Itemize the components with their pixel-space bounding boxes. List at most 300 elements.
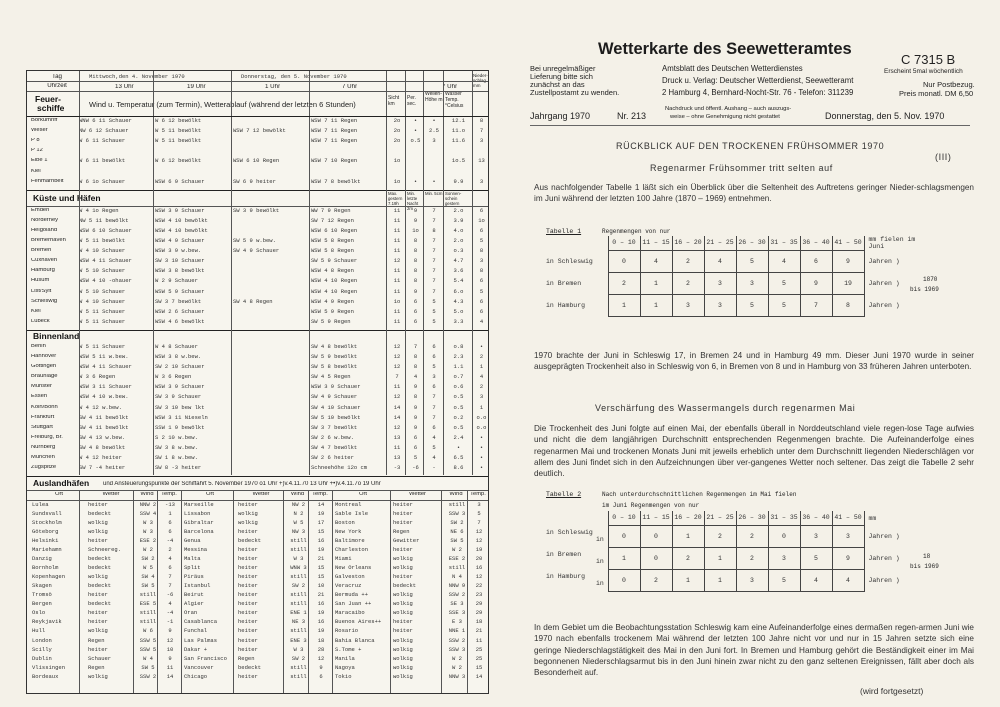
ausland-cell: heiter <box>88 646 108 652</box>
binnen-cell: 3 <box>432 374 436 380</box>
ausland-cell: 25 <box>475 655 483 661</box>
ausland-cell: W 2 <box>143 547 153 553</box>
feuerschiff-cell: o.5 <box>410 138 421 144</box>
kueste-cell: WSW 5 9 Schauer <box>155 288 205 294</box>
table2-caption-2: im Juni Regenmengen von nur <box>602 502 700 509</box>
ausland-cell: heiter <box>238 574 258 580</box>
kueste-cell: 9 <box>413 217 418 224</box>
ausland-cell: still <box>448 565 466 571</box>
binnen-cell: WSW 3 11 Nieseln <box>155 414 208 421</box>
ausland-cell: SW 5 <box>141 664 155 671</box>
t2-cell: 1 <box>704 547 736 569</box>
ausland-cell: Montreal <box>335 501 362 508</box>
ausland-cell: bedeckt <box>88 510 112 517</box>
kueste-cell: W 5 10 Schauer <box>79 288 126 294</box>
t2-header-row <box>546 511 934 525</box>
ausland-cell: wolkig <box>393 655 413 661</box>
kueste-hdr: Min. 5cm <box>425 190 443 196</box>
binnen-cell: 11 <box>393 444 401 451</box>
ausland-cell: still <box>290 592 307 598</box>
ausland-cell: 14 <box>166 673 174 680</box>
binnen-cell: 2 <box>479 354 484 360</box>
feuerschiff-cell: 12.1 <box>451 118 466 124</box>
official: Amtsblatt des Deutschen Wetterdienstes <box>662 64 803 73</box>
feuerschiff-cell: 7 <box>479 128 484 134</box>
ausland-cell: 25 <box>475 646 483 652</box>
column-line <box>233 490 234 693</box>
ausland-cell: NNW 2 <box>139 501 157 508</box>
kueste-cell: SW 5 9 w.bew. <box>233 238 276 244</box>
binnen-cell: Köln/Bonn <box>31 404 58 410</box>
kueste-hdr: Max. gestern 7.19h <box>388 190 403 206</box>
binnen-cell: SW 4 11 bewölkt <box>79 424 129 431</box>
article-heading: RÜCKBLICK AUF DEN TROCKENEN FRÜHSOMMER 1970 <box>616 141 885 151</box>
binnen-cell: 9 <box>413 424 418 431</box>
t2-cell: 4 <box>832 569 864 591</box>
t2-cell: 1 <box>608 547 640 569</box>
binnen-cell: Hannover <box>31 354 57 359</box>
ausland-cell: ESE 2 <box>139 537 157 544</box>
ausland-cell: heiter <box>238 673 258 680</box>
binnen-cell: WSW 3 8 w.bew. <box>155 354 202 360</box>
ausland-cell: SW 2 <box>450 519 464 526</box>
ausland-cell: still <box>139 619 157 625</box>
ausland-col-header: Ort <box>205 492 215 498</box>
binnen-cell: W 4 8 Schauer <box>155 343 198 350</box>
row-divider <box>27 490 488 491</box>
ausland-cell: heiter <box>238 565 258 571</box>
t2-col-header: 41 – 50 <box>832 511 864 525</box>
binnen-cell: 7 <box>432 404 436 410</box>
ausland-cell: 12 <box>317 655 325 661</box>
feuerschiff-cell: W 6 12 bewölkt <box>155 118 202 124</box>
kueste-cell: Emden <box>31 207 50 213</box>
ausland-cell: still <box>448 501 466 508</box>
ausland-cell: London <box>32 637 52 643</box>
ausland-cell: Boston <box>335 519 355 526</box>
ausland-cell: heiter <box>393 619 413 625</box>
kueste-cell: Kiel <box>31 308 41 314</box>
binnen-cell: 9 <box>413 404 418 410</box>
feuerschiff-cell: 3 <box>479 178 484 185</box>
t1-cell: 1 <box>640 294 672 316</box>
time-19: 19 Uhr <box>187 84 206 90</box>
binnen-cell: • <box>456 444 461 451</box>
binnen-cell: o.5 <box>453 404 464 410</box>
kueste-cell: 11 <box>393 318 401 325</box>
kueste-cell: WSW 3 9 Schauer <box>155 207 205 214</box>
binnen-cell: 8 <box>413 354 418 360</box>
feuerschiff-cell: 1o <box>393 178 401 185</box>
column-line <box>157 490 158 693</box>
binnen-cell: -6 <box>412 465 419 471</box>
kueste-cell: 7 <box>432 238 436 244</box>
ausland-cell: W 3 <box>143 528 153 535</box>
ausland-cell: SW 2 <box>291 655 306 661</box>
ausland-cell: ENE 1 <box>290 610 307 616</box>
kueste-cell: 5.o <box>453 308 464 315</box>
paragraph-4: In dem Gebiet um die Beobachtungsstation Schleswig kam eine Aufeinanderfolge eines dermaßen regen-armen Juni wie 1970 nach ebenfalls trockenem Mai während der letzten 100 Jahre nicht vor und nur in 15 Jahren setzte sich eine geringe Niederschlagstätigkeit des Mai in den Juni fort. In Bremen und Hamburg gehört die Beständigkeit einer im Mai begonnenen Niederschlagsarmut bis in den Juni hinein zwar nicht zu den ganz seltenen Ereignissen, fällt aber doch als Besonderheit auf. <box>534 623 974 678</box>
binnen-cell: Berlin <box>31 343 46 349</box>
t2-row <box>546 525 934 547</box>
ausland-cell: Helsinki <box>32 537 59 544</box>
feuerschiff-cell: 1o.5 <box>451 158 466 164</box>
column-line <box>153 71 154 475</box>
time-7: 7 Uhr <box>342 84 358 90</box>
ausland-cell: 11 <box>475 637 483 643</box>
feuerschiff-cell: • <box>432 118 436 124</box>
t2-cell: 2 <box>736 547 768 569</box>
t1-col-header: 26 – 30 <box>736 236 768 250</box>
t1-header-row <box>546 236 934 250</box>
column-line <box>308 490 309 693</box>
ausland-cell: Split <box>184 565 201 571</box>
ausland-cell: wolkig <box>393 664 413 671</box>
kueste-cell: 4.3 <box>453 298 464 305</box>
ausland-cell: Stockholm <box>32 519 62 526</box>
ausland-cell: Veracruz <box>335 583 362 589</box>
kueste-cell: W 4 1o Regen <box>79 207 119 214</box>
binnen-cell: 6 <box>413 434 418 441</box>
ausland-col-header: Wetter <box>409 492 426 498</box>
ausland-cell: SE 3 <box>450 601 464 607</box>
feuerschiff-cell: WSW 7 8 bewölkt <box>311 178 361 185</box>
ausland-cell: 12 <box>166 637 174 643</box>
t1-cell: 2 <box>608 272 640 294</box>
kueste-cell: WSW 4 11 Schauer <box>79 258 132 264</box>
ausland-cell: heiter <box>238 646 258 652</box>
kueste-cell: 8 <box>413 268 418 274</box>
t2-col-header: 11 – 15 <box>640 511 672 525</box>
ausland-col-header: Ort <box>54 492 64 498</box>
ausland-cell: bedeckt <box>238 664 262 671</box>
kueste-cell: 6 <box>413 318 418 325</box>
feuerschiff-cell: Borkumriff <box>31 118 58 123</box>
ausland-col-header: Temp. <box>161 492 177 498</box>
ausland-cell: Barcelona <box>184 528 214 535</box>
kueste-cell: 5 <box>432 298 436 305</box>
t2-unit: Jahren ) <box>868 576 900 584</box>
row-divider <box>27 206 488 207</box>
t1-col-header: 0 – 10 <box>608 236 640 250</box>
continued-note: (wird fortgesetzt) <box>860 686 924 696</box>
ausland-cell: heiter <box>88 501 108 508</box>
per-label: Per. sec. <box>407 95 417 107</box>
ausland-cell: heiter <box>238 501 258 508</box>
t2-cell: 1 <box>672 569 704 591</box>
ausland-cell: SSW 2 <box>448 637 466 643</box>
ausland-cell: SW 2 <box>291 583 306 589</box>
kueste-cell: WSW 4 10 Regen <box>311 288 358 294</box>
ausland-cell: SSW 3 <box>448 646 466 652</box>
kueste-cell: WSW 3 9 w.bew. <box>155 248 202 254</box>
t1-row-label: in Schleswig <box>546 257 593 265</box>
kueste-cell: 11 <box>393 217 401 224</box>
binnen-cell: o.o <box>476 414 487 421</box>
ausland-cell: 20 <box>475 556 483 562</box>
binnen-cell: 2 <box>479 384 484 390</box>
kueste-cell: 9 <box>413 288 418 294</box>
ausland-cell: Algier <box>184 601 204 607</box>
ausland-cell: still <box>139 592 157 598</box>
issue-number: Nr. 213 <box>617 111 647 121</box>
ausland-cell: ESE 5 <box>139 601 157 607</box>
ausland-cell: still <box>290 628 307 634</box>
ausland-cell: heiter <box>393 501 413 508</box>
ausland-cell: N 2 <box>293 510 304 517</box>
ausland-cell: wolkig <box>88 574 108 580</box>
kueste-cell: WSW 3 8 bewölkt <box>155 268 205 274</box>
binnen-cell: o.5 <box>453 394 464 400</box>
ausland-cell: SSE 3 <box>448 610 466 616</box>
notice-4: Zustellpostamt zu wenden. <box>530 88 620 97</box>
ausland-cell: bedeckt <box>393 583 417 589</box>
binnen-cell: SW 2 10 Schauer <box>155 364 205 370</box>
t1-row-label: in Bremen <box>546 279 582 287</box>
kueste-cell: W 2 9 Schauer <box>155 278 198 284</box>
ausland-cell: 18 <box>317 637 325 643</box>
binnen-cell: W 4 12 heiter <box>79 455 122 461</box>
t1-cell: 4 <box>640 250 672 272</box>
binnen-cell: Frankfurt <box>31 414 55 420</box>
feuerschiff-cell: 2o <box>393 118 401 124</box>
binnen-cell: 4 <box>413 374 418 380</box>
column-line <box>332 490 333 693</box>
column-line <box>390 490 391 693</box>
binnen-cell: SW 7 -4 heiter <box>79 465 126 471</box>
ausland-cell: 18 <box>475 619 483 625</box>
feuerschiff-cell: WSW 7 11 Regen <box>311 128 358 134</box>
ausland-cell: ENE 3 <box>290 637 307 643</box>
kueste-cell: 5 <box>479 288 484 294</box>
ausland-cell: SSW 2 <box>448 592 466 598</box>
ausland-cell: Chicago <box>184 673 208 680</box>
kueste-cell: Schleswig <box>31 298 58 304</box>
feuerschiff-cell: WSW 7 12 bewölkt <box>233 128 286 134</box>
ausland-cell: W 5 <box>293 519 304 526</box>
binnen-cell: WSW 4 11 Schauer <box>79 364 132 370</box>
ausland-cell: wolkig <box>393 601 413 607</box>
ausland-cell: SSW 4 <box>139 510 157 517</box>
feuerschiff-cell: WSW 6 9 Schauer <box>155 178 205 185</box>
label-tag: Tag <box>52 74 62 80</box>
feuerschiff-cell: P 12 <box>31 148 43 154</box>
ausland-cell: Mariehamn <box>32 547 62 553</box>
ausland-cell: Oslo <box>32 610 46 616</box>
t1-cell: 5 <box>768 272 800 294</box>
reprint-2: weise – ohne Genehmigung nicht gestattet <box>670 114 780 120</box>
table2-caption-1: Nach unterdurchschnittlichen Regenmengen im Mai fielen <box>602 491 797 498</box>
binnen-cell: S 2 10 w.bew. <box>155 434 198 441</box>
binnen-title: Binnenland <box>33 331 80 341</box>
kueste-cell: 1o <box>478 217 485 224</box>
ausland-cell: 29 <box>475 610 483 616</box>
ausland-cell: Dublin <box>32 655 52 661</box>
binnen-cell: 12 <box>393 424 401 431</box>
kueste-cell: 7 <box>432 248 436 254</box>
ausland-cell: Danzig <box>32 556 52 562</box>
binnen-cell: o.o <box>476 424 487 431</box>
feuerschiff-cell: Elbe 1 <box>31 158 48 164</box>
kueste-cell: 7 <box>432 207 436 214</box>
kueste-cell: 2.o <box>453 238 464 244</box>
binnen-cell: Zugspitze <box>31 465 57 471</box>
t1-cell: 3 <box>704 294 736 316</box>
ausland-cell: heiter <box>238 601 258 607</box>
ausland-cell: 16 <box>317 537 325 544</box>
t1-row <box>546 272 934 294</box>
page-title: Wetterkarte des Seewetteramtes <box>598 40 852 58</box>
column-line <box>386 71 387 475</box>
ausland-cell: 9 <box>168 628 172 634</box>
kueste-cell: WSW 5 8 Regen <box>311 248 354 254</box>
kueste-cell: 7 <box>432 288 436 294</box>
binnen-cell: SW 4 8 bewölkt <box>311 343 358 350</box>
kueste-cell: WSW 5 8 Regen <box>311 238 354 244</box>
ausland-cell: 19 <box>317 628 325 634</box>
feuerschiff-cell: W 6 12 bewölkt <box>155 158 202 164</box>
ausland-cell: Kopenhagen <box>32 574 66 580</box>
kueste-title: Küste und Häfen <box>33 193 101 203</box>
ausland-cell: -4 <box>166 537 174 544</box>
t2-cell: 0 <box>608 569 640 591</box>
ausland-cell: heiter <box>88 537 108 544</box>
ausland-cell: wolkig <box>393 673 413 680</box>
ausland-cell: heiter <box>88 610 108 616</box>
ausland-cell: NW 2 <box>291 501 306 508</box>
ausland-cell: N 4 <box>452 574 462 580</box>
feuerschiff-cell: 11.6 <box>451 138 466 144</box>
paragraph-3: Die Trockenheit des Juni folgte auf einen Mai, der ebenfalls überall in Norddeutschland viele regen-lose Tage aufwies und nicht die dem langjährigen Durchschnitt entsprechenden Regenmengen brachte. Die Aufeinanderfolge eines regenarmen Mai und trockenen Monats Juni mit jeweils erheblich unter dem Durchschnitt liegenden Niederschlägen vor allem des Juni findet sich in den Aufzeichnungen über ver-gangenes Wetter noch seltener. Das zeigt die Tabelle 2 sehr deutlich. <box>534 424 974 479</box>
binnen-cell: 1 <box>479 404 484 410</box>
ausland-cell: wolkig <box>88 673 108 680</box>
binnen-cell: SW 3 10 bew lkt <box>155 404 205 410</box>
kueste-cell: 5 <box>432 318 436 325</box>
kueste-cell: W 4 10 Schauer <box>79 298 126 305</box>
table1-label: Tabelle 1 <box>546 228 582 235</box>
t2-col-header: 26 – 30 <box>736 511 768 525</box>
kueste-cell: 8 <box>413 248 418 254</box>
ausland-cell: -1 <box>166 619 174 625</box>
ausland-cell: wolkig <box>393 646 413 652</box>
ausland-col-header: Wind <box>140 492 154 498</box>
ausland-cell: W 2 <box>452 664 462 671</box>
kueste-cell: 11 <box>393 288 401 294</box>
kueste-cell: 11 <box>393 207 401 214</box>
kueste-cell: Hamburg <box>31 268 55 274</box>
kueste-cell: 8 <box>479 268 484 274</box>
ausland-cell: 3 <box>477 501 481 508</box>
binnen-cell: Stuttgart <box>31 424 53 430</box>
ausland-col-header: Wetter <box>252 492 270 498</box>
kueste-cell: 7 <box>432 268 436 274</box>
ausland-cell: S.Tome + <box>335 646 362 652</box>
ausland-cell: Bergen <box>32 601 52 607</box>
ausland-cell: 15 <box>317 574 325 580</box>
ausland-cell: 1 <box>168 510 172 517</box>
feuerschiff-cell: SW 6 9 heiter <box>233 178 276 185</box>
ausland-cell: heiter <box>238 528 258 535</box>
t2-col-header: mm <box>868 514 877 522</box>
ausland-cell: W 5 <box>143 565 153 571</box>
ausland-cell: 19 <box>317 547 325 553</box>
t2-cell: 3 <box>800 525 832 547</box>
binnen-cell: SW 5 8 bewölkt <box>311 364 358 370</box>
binnen-cell: 8 <box>413 394 418 400</box>
ausland-cell: -13 <box>165 501 175 508</box>
binnen-cell: 9 <box>413 414 418 421</box>
t2-cell: 1 <box>704 569 736 591</box>
binnen-cell: SW 1 8 w.bew. <box>155 455 198 461</box>
ausland-cell: NW 3 <box>291 528 306 535</box>
ausland-cell: heiter <box>238 556 258 562</box>
ausland-cell: W 2 <box>452 547 462 553</box>
binnen-cell: 6 <box>432 384 436 390</box>
kueste-cell: 6 <box>413 308 418 315</box>
ausland-cell: Piräus <box>184 574 204 580</box>
paragraph-1: Aus nachfolgender Tabelle 1 läßt sich ein Überblick über die Seltenheit des Auftretens geringer Nieder-schlagsmengen im Juni während der letzten 100 Jahre (1870 – 1969) entnehmen. <box>534 183 974 204</box>
kueste-cell: WSW 4 9 Schauer <box>155 238 205 244</box>
t2-cell: 3 <box>832 525 864 547</box>
ausland-cell: SW 2 <box>141 556 155 562</box>
ausland-cell: wolkig <box>393 556 413 562</box>
binnen-cell: 6 <box>432 354 436 360</box>
ausland-cell: -6 <box>166 592 174 598</box>
t2-cell: 0 <box>640 525 672 547</box>
kueste-cell: 6 <box>413 298 418 305</box>
kueste-cell: Helgoland <box>31 227 58 233</box>
right-panel <box>520 0 980 707</box>
ausland-cell: W 6 <box>143 628 153 634</box>
ausland-cell: 15 <box>317 565 325 571</box>
kueste-cell: WSW 4 10 Regen <box>311 278 358 284</box>
binnen-cell: 12 <box>393 343 401 350</box>
ausland-cell: still <box>290 601 307 607</box>
ausland-cell: San Juan ++ <box>335 601 372 607</box>
ausland-cell: 2 <box>168 547 172 553</box>
kueste-cell: 7 <box>432 258 436 264</box>
weather-table <box>26 70 489 694</box>
kueste-cell: Norderney <box>31 217 59 223</box>
binnen-cell: München <box>31 455 55 460</box>
column-line <box>283 490 284 693</box>
kueste-cell: o.3 <box>453 248 464 254</box>
kueste-cell: 4.o <box>453 227 464 234</box>
binnen-cell: Freiburg, Br. <box>31 434 63 440</box>
t1-cell: 3 <box>672 294 704 316</box>
ausland-cell: SW 5 <box>141 583 155 589</box>
ausland-cell: heiter <box>393 547 413 553</box>
t2-cell: 0 <box>640 547 672 569</box>
ausland-cell: New Orleans <box>335 565 372 571</box>
ausland-cell: 16 <box>317 601 325 607</box>
t2-cell: 3 <box>736 569 768 591</box>
ausland-cell: Tokio <box>335 673 352 680</box>
notice-3: zunächst an das <box>530 80 585 89</box>
binnen-cell: • <box>479 343 484 350</box>
column-line <box>405 71 406 475</box>
t1-row <box>546 294 934 316</box>
ausland-cell: SSW 2 <box>139 673 157 680</box>
feuerschiff-cell: W 6 1o Schauer <box>79 178 126 185</box>
ausland-cell: Galveston <box>335 574 365 580</box>
kueste-cell: WSW 6 10 Regen <box>311 227 358 234</box>
t2-cell: 3 <box>768 547 800 569</box>
t1-row <box>546 250 934 272</box>
t2-cell: 2 <box>736 525 768 547</box>
ausland-cell: Regen <box>238 655 255 661</box>
kueste-hdr: Sonnen- schein gestern <box>445 190 462 206</box>
